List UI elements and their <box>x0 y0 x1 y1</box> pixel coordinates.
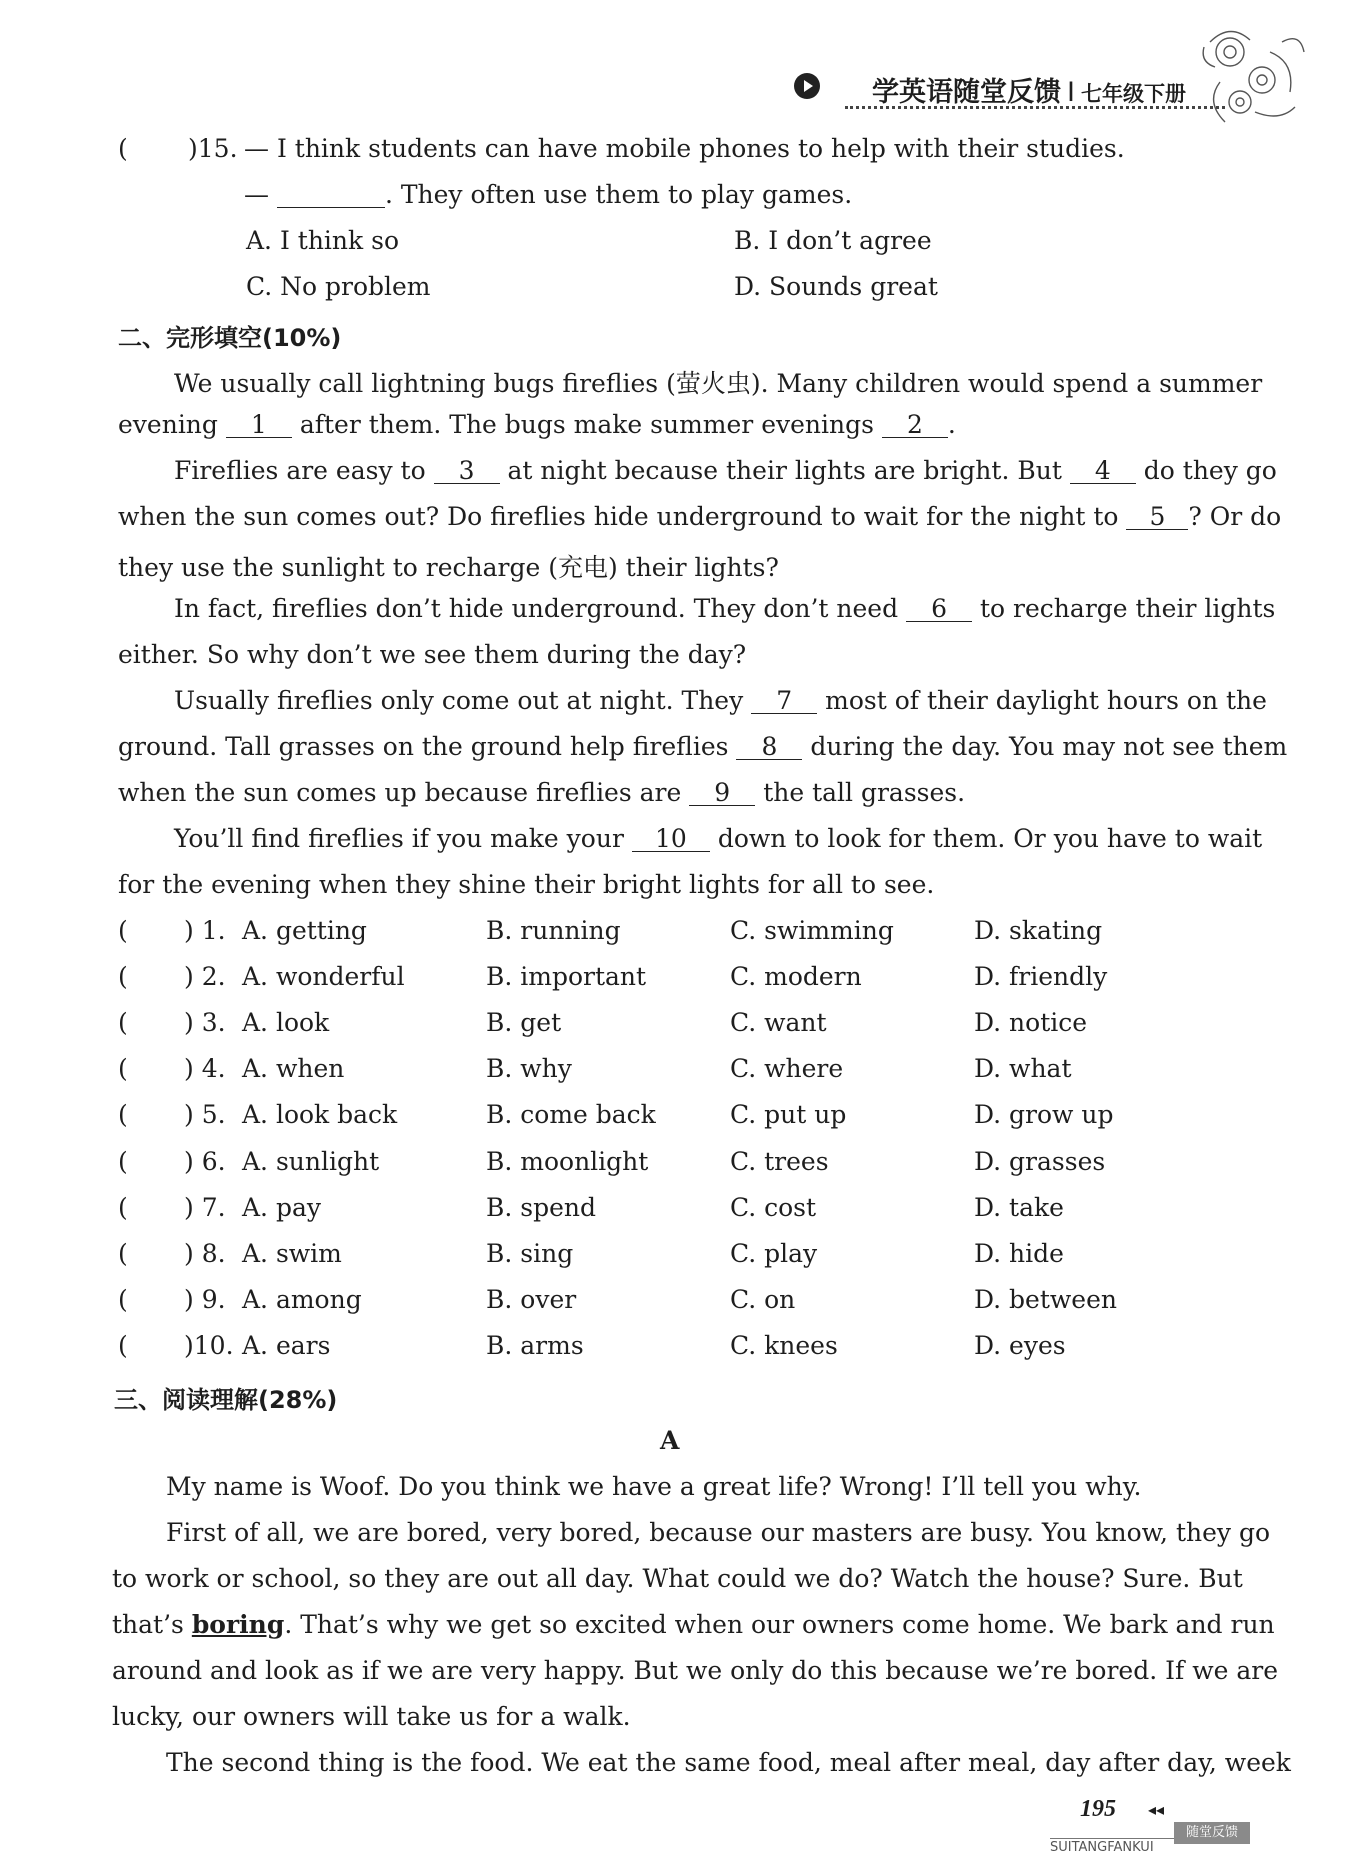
choice-number: ) 8. <box>184 1239 226 1268</box>
cloze-p5-line1: You’ll find fireflies if you make your 10 down to look for them. Or you have to wait <box>174 824 1263 853</box>
choice-option-a: A. getting <box>242 916 367 945</box>
choice-option-c: C. knees <box>730 1331 838 1360</box>
q15-option-c: C. No problem <box>246 272 431 301</box>
choice-option-a: A. look <box>242 1008 330 1037</box>
cloze-p2-line3: they use the sunlight to recharge (充电) their lights? <box>118 553 779 582</box>
arrows-icon: ◂◂ <box>1148 1800 1165 1819</box>
choice-option-c: C. want <box>730 1008 827 1037</box>
choice-option-d: D. take <box>974 1193 1064 1222</box>
passage-label: A <box>660 1426 680 1455</box>
choice-option-b: B. arms <box>486 1331 584 1360</box>
choice-paren: ( <box>118 962 128 991</box>
choice-option-c: C. swimming <box>730 916 894 945</box>
keyword-boring: boring <box>191 1610 285 1639</box>
choice-option-a: A. look back <box>242 1100 398 1129</box>
choice-option-c: C. trees <box>730 1147 829 1176</box>
page-number: 195 <box>1080 1796 1116 1822</box>
choice-paren: ( <box>118 1285 128 1314</box>
play-icon <box>794 73 820 99</box>
q15-option-a: A. I think so <box>246 226 399 255</box>
section2-heading: 二、完形填空(10%) <box>118 324 342 352</box>
choice-paren: ( <box>118 1331 128 1360</box>
choice-option-a: A. swim <box>242 1239 342 1268</box>
choice-option-d: D. grasses <box>974 1147 1106 1176</box>
choice-option-d: D. friendly <box>974 962 1108 991</box>
choice-option-a: A. wonderful <box>242 962 405 991</box>
q15-line1: — I think students can have mobile phones to help with their studies. <box>244 134 1125 163</box>
reading-line-1: My name is Woof. Do you think we have a great life? Wrong! I’ll tell you why. <box>166 1472 1142 1501</box>
cloze-p3-line2: either. So why don’t we see them during the day? <box>118 640 747 669</box>
q15-option-b: B. I don’t agree <box>734 226 932 255</box>
choice-paren: ( <box>118 1193 128 1222</box>
choice-option-d: D. hide <box>974 1239 1064 1268</box>
choice-option-b: B. come back <box>486 1100 656 1129</box>
reading-line-6: lucky, our owners will take us for a walk. <box>112 1702 631 1731</box>
footer-rule <box>1050 1838 1174 1839</box>
choice-option-b: B. important <box>486 962 647 991</box>
choice-number: ) 4. <box>184 1054 226 1083</box>
choice-option-a: A. pay <box>242 1193 321 1222</box>
choice-option-d: D. notice <box>974 1008 1088 1037</box>
choice-option-c: C. on <box>730 1285 796 1314</box>
choice-option-c: C. where <box>730 1054 844 1083</box>
choice-number: ) 6. <box>184 1147 226 1176</box>
choice-number: ) 9. <box>184 1285 226 1314</box>
floral-ornament-icon <box>1200 22 1310 142</box>
cloze-p2-line1: Fireflies are easy to 3 at night because their lights are bright. But 4 do they go <box>174 456 1277 485</box>
choice-option-c: C. modern <box>730 962 862 991</box>
choice-option-b: B. why <box>486 1054 572 1083</box>
section3-heading: 三、阅读理解(28%) <box>114 1386 338 1414</box>
cloze-p4-line3: when the sun comes up because fireflies are 9 the tall grasses. <box>118 778 966 807</box>
footer-badge: 随堂反馈 <box>1174 1822 1250 1844</box>
reading-line-3: to work or school, so they are out all day. What could we do? Watch the house? Sure. But <box>112 1564 1243 1593</box>
choice-paren: ( <box>118 1054 128 1083</box>
q15-paren-open: ( <box>118 134 128 163</box>
choice-option-b: B. running <box>486 916 621 945</box>
choice-number: )10. <box>184 1331 234 1360</box>
choice-option-a: A. when <box>242 1054 345 1083</box>
choice-option-a: A. among <box>242 1285 362 1314</box>
choice-option-b: B. over <box>486 1285 577 1314</box>
choice-option-c: C. play <box>730 1239 818 1268</box>
choice-option-d: D. grow up <box>974 1100 1114 1129</box>
q15-option-d: D. Sounds great <box>734 272 938 301</box>
choice-option-b: B. get <box>486 1008 562 1037</box>
choice-paren: ( <box>118 1239 128 1268</box>
reading-line-2: First of all, we are bored, very bored, because our masters are busy. You know, they go <box>166 1518 1271 1547</box>
choice-number: ) 2. <box>184 962 226 991</box>
cloze-p4-line1: Usually fireflies only come out at night. They 7 most of their daylight hours on the <box>174 686 1267 715</box>
choice-option-d: D. what <box>974 1054 1072 1083</box>
choice-option-b: B. moonlight <box>486 1147 649 1176</box>
choice-option-d: D. eyes <box>974 1331 1066 1360</box>
cloze-p3-line1: In fact, fireflies don’t hide underground. They don’t need 6 to recharge their lights <box>174 594 1276 623</box>
choice-option-a: A. ears <box>242 1331 331 1360</box>
cloze-p4-line2: ground. Tall grasses on the ground help fireflies 8 during the day. You may not see them <box>118 732 1288 761</box>
choice-paren: ( <box>118 1100 128 1129</box>
q15-line2: — . They often use them to play games. <box>244 180 853 209</box>
choice-paren: ( <box>118 1147 128 1176</box>
choice-paren: ( <box>118 1008 128 1037</box>
book-title: 学英语随堂反馈 I 七年级下册 <box>872 77 1186 108</box>
choice-option-c: C. put up <box>730 1100 847 1129</box>
choice-number: ) 1. <box>184 916 226 945</box>
cloze-p5-line2: for the evening when they shine their bright lights for all to see. <box>118 870 935 899</box>
q15-number: )15. <box>188 134 238 163</box>
reading-line-7: The second thing is the food. We eat the same food, meal after meal, day after day, week <box>166 1748 1291 1777</box>
header-dotted-line <box>845 106 1225 109</box>
choice-option-b: B. sing <box>486 1239 574 1268</box>
choice-option-d: D. between <box>974 1285 1117 1314</box>
choice-option-b: B. spend <box>486 1193 596 1222</box>
reading-line-4: that’s boring. That’s why we get so excited when our owners come home. We bark and run <box>112 1610 1275 1639</box>
choice-option-a: A. sunlight <box>242 1147 380 1176</box>
footer-tag: SUITANGFANKUI <box>1050 1840 1154 1855</box>
choice-number: ) 7. <box>184 1193 226 1222</box>
reading-line-5: around and look as if we are very happy. But we only do this because we’re bored. If we are <box>112 1656 1278 1685</box>
choice-option-d: D. skating <box>974 916 1103 945</box>
choice-option-c: C. cost <box>730 1193 817 1222</box>
cloze-p1-line2: evening 1 after them. The bugs make summer evenings 2 . <box>118 410 956 439</box>
choice-paren: ( <box>118 916 128 945</box>
cloze-p1-line1: We usually call lightning bugs fireflies (萤火虫). Many children would spend a summer <box>174 369 1263 398</box>
choice-number: ) 5. <box>184 1100 226 1129</box>
cloze-p2-line2: when the sun comes out? Do fireflies hide underground to wait for the night to 5 ? Or do <box>118 502 1282 531</box>
choice-number: ) 3. <box>184 1008 226 1037</box>
